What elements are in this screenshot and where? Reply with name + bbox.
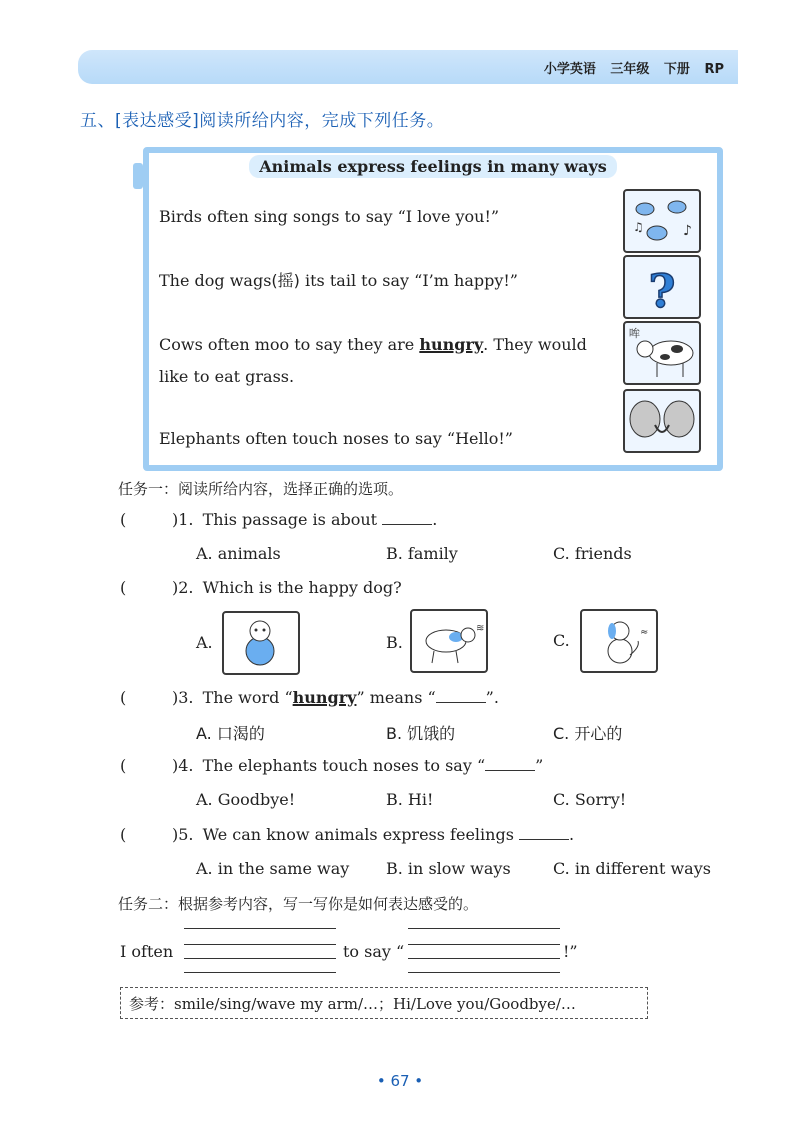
q1-option-a[interactable]: A. animals <box>196 544 281 563</box>
passage-line-cows: Cows often moo to say they are hungry. They would like to eat grass. <box>159 335 587 386</box>
reference-box: 参考：smile/sing/wave my arm/…；Hi/Love you/Goodbye/… <box>120 987 648 1019</box>
writing-line-top-1 <box>184 928 336 929</box>
cow-sound: 哞 <box>629 327 640 340</box>
q5-option-b[interactable]: B. in slow ways <box>386 859 511 878</box>
answer-blank-1[interactable] <box>382 510 432 525</box>
q3-option-a[interactable]: A. 口渴的 <box>196 724 265 743</box>
to-say-label: to say “ <box>343 942 405 961</box>
passage-line-dog: The dog wags(摇) its tail to say “I’m happy!” <box>159 271 518 290</box>
q5-option-c[interactable]: C. in different ways <box>553 859 711 878</box>
task1-title: 任务一：阅读所给内容，选择正确的选项。 <box>118 480 404 498</box>
end-quote: !” <box>563 942 578 961</box>
question-5: ( )5. We can know animals express feelings . <box>120 825 575 844</box>
svg-text:?: ? <box>648 264 676 317</box>
q2-option-c[interactable]: C. <box>553 631 570 650</box>
passage-title: Animals express feelings in many ways <box>149 155 717 178</box>
q3-option-b[interactable]: B. 饥饿的 <box>386 724 456 743</box>
dog-picture-b[interactable] <box>410 609 488 673</box>
dog-picture-c[interactable] <box>580 609 658 673</box>
task2-title: 任务二：根据参考内容，写一写你是如何表达感受的。 <box>118 895 479 913</box>
svg-text:♪: ♪ <box>683 223 692 239</box>
q4-option-a[interactable]: A. Goodbye! <box>196 790 296 809</box>
header-bar <box>78 50 738 84</box>
passage-box <box>143 147 723 471</box>
cow-picture <box>623 321 701 385</box>
svg-text:♫: ♫ <box>633 220 644 234</box>
page-number: • 67 • <box>376 1072 424 1090</box>
q3-option-c[interactable]: C. 开心的 <box>553 724 623 743</box>
passage-line-elephants: Elephants often touch noses to say “Hello!” <box>159 429 513 448</box>
q2-option-a[interactable]: A. <box>196 633 213 652</box>
q4-option-b[interactable]: B. Hi! <box>386 790 434 809</box>
svg-text:≈: ≈ <box>640 627 649 638</box>
q2-option-b[interactable]: B. <box>386 633 403 652</box>
hungry-word: hungry <box>419 335 484 354</box>
q5-option-a[interactable]: A. in the same way <box>196 859 350 878</box>
q1-option-b[interactable]: B. family <box>386 544 458 563</box>
birds-picture <box>623 189 701 253</box>
answer-blank-5[interactable] <box>519 825 569 840</box>
writing-line-bottom-1 <box>184 972 336 973</box>
q1-option-c[interactable]: C. friends <box>553 544 632 563</box>
question-3: ( )3. The word “hungry” means “ ”. <box>120 688 499 707</box>
elephants-picture <box>623 389 701 453</box>
saying-write-line[interactable] <box>408 944 560 945</box>
question-2: ( )2. Which is the happy dog? <box>120 578 402 597</box>
dog-picture-a[interactable] <box>222 611 300 675</box>
question-4: ( )4. The elephants touch noses to say “ ” <box>120 756 544 775</box>
svg-text:≋: ≋ <box>476 623 485 634</box>
section-title: 五、[表达感受]阅读所给内容，完成下列任务。 <box>80 111 445 131</box>
question-mark-picture <box>623 255 701 319</box>
header-text: 小学英语 三年级 下册 RP <box>543 62 724 77</box>
passage-line-birds: Birds often sing songs to say “I love you!” <box>159 207 500 226</box>
action-write-line[interactable] <box>184 944 336 945</box>
answer-blank-4[interactable] <box>485 756 535 771</box>
saying-write-line-2 <box>408 958 560 959</box>
action-write-line-2 <box>184 958 336 959</box>
writing-line-top-2 <box>408 928 560 929</box>
writing-line-bottom-2 <box>408 972 560 973</box>
q4-option-c[interactable]: C. Sorry! <box>553 790 627 809</box>
answer-blank-3[interactable] <box>436 688 486 703</box>
i-often-label: I often <box>120 942 174 961</box>
question-1: ( )1. This passage is about . <box>120 510 438 529</box>
